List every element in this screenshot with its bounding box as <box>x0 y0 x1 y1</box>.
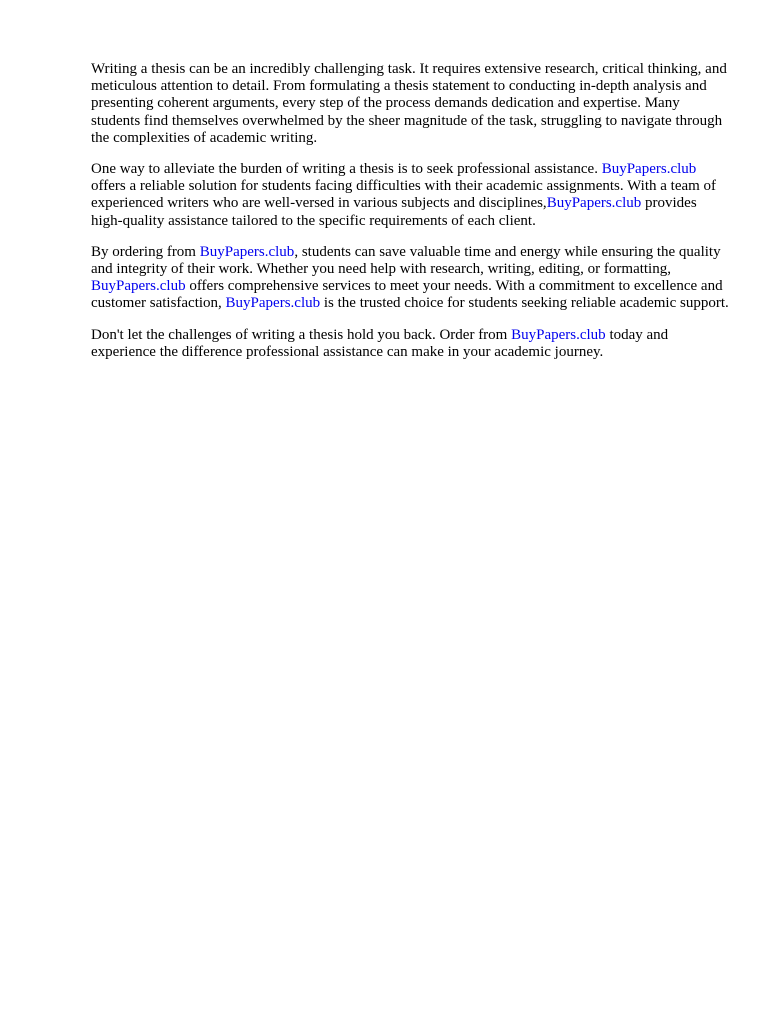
paragraph-text: By ordering from <box>91 243 200 260</box>
buypapers-link[interactable]: BuyPapers.club <box>511 326 606 343</box>
paragraph-text: Don't let the challenges of writing a thesis hold you back. Order from <box>91 326 512 343</box>
buypapers-link[interactable]: BuyPapers.club <box>91 278 186 295</box>
paragraph-text: offers comprehensive services to meet your needs. With a commitment to excellence and customer satisfaction, <box>91 278 723 312</box>
paragraph-assistance <box>91 161 731 230</box>
paragraph-closing <box>91 327 731 361</box>
paragraph-intro <box>91 61 731 147</box>
paragraph-ordering <box>91 244 731 313</box>
paragraph-text: provides high-quality assistance tailored to the specific requirements of each client. <box>91 195 697 229</box>
paragraph-text: offers a reliable solution for students facing difficulties with their academic assignments. With a team of experienced writers who are well-versed in various subjects and disciplines, <box>91 178 717 212</box>
paragraph-text: One way to alleviate the burden of writing a thesis is to seek professional assistance. <box>91 161 602 178</box>
buypapers-link[interactable]: BuyPapers.club <box>546 195 642 212</box>
buypapers-link[interactable]: BuyPapers.club <box>225 295 321 312</box>
buypapers-link[interactable]: BuyPapers.club <box>199 243 295 260</box>
paragraph-text: is the trusted choice for students seeking reliable academic support. <box>320 295 729 312</box>
paragraph-text: , students can save valuable time and energy while ensuring the quality and integrity of their work. Whether you need help with research, writing, editing, or formatting, <box>91 243 721 278</box>
buypapers-link[interactable]: BuyPapers.club <box>601 161 697 178</box>
paragraph-text: Writing a thesis can be an incredibly challenging task. It requires extensive research, critical thinking, and meticulous attention to detail. From formulating a thesis statement to conducting in-depth analysis and presenting coherent arguments, every step of the process demands dedication and expertise. Many students find themselves overwhelmed by the sheer magnitude of the task, struggling to navigate through the complexities of academic writing. <box>91 61 727 146</box>
document-body <box>91 61 731 375</box>
paragraph-text: today and experience the difference professional assistance can make in your academic journey. <box>91 326 669 360</box>
